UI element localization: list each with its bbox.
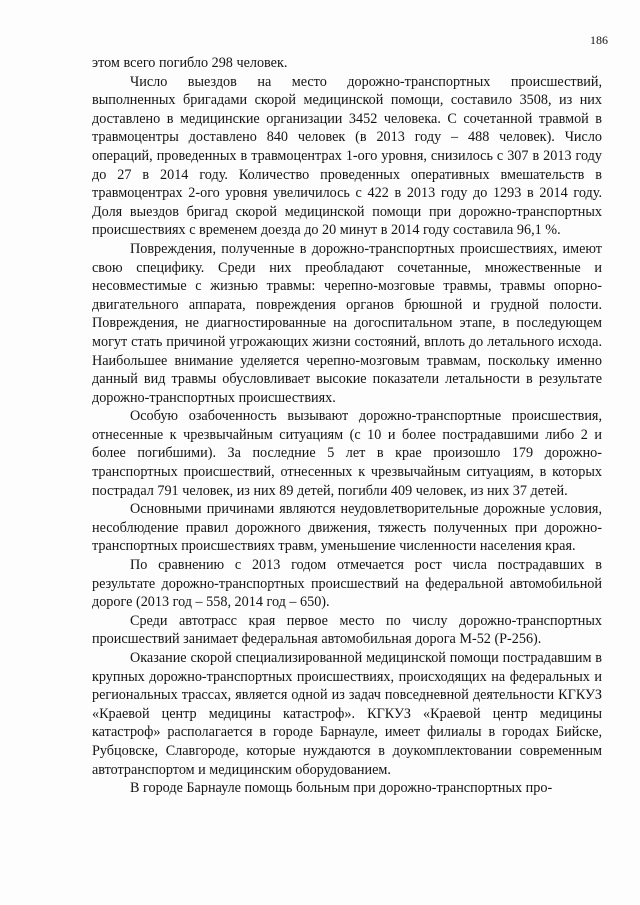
paragraph-highway-m52: Среди автотрасс края первое место по числу дорожно-транспортных происшествий занимает федеральная автомобильная дорога М-52 (Р-256). xyxy=(92,612,602,648)
paragraph-injury-specifics: Повреждения, полученные в дорожно-транспортных происшествиях, имеют свою специфику. Среди них преобладают сочетанные, множественные и несовместимые с жизнью травмы: черепно-мозговые травмы, травмы опорно-двигательного аппарата, повреждения органов брюшной и грудной полости. Повреждения, не диагностированные на догоспитальном этапе, в последующем могут стать причиной угрожающих жизни состояний, вплоть до летального исхода. Наибольшее внимание уделяется черепно-мозговым травмам, поскольку именно данный вид травмы обусловливает высокие показатели летальности в результате дорожно-транспортных происшествиях. xyxy=(92,240,602,406)
paragraph-barnaul: В городе Барнауле помощь больным при дорожно-транспортных про- xyxy=(130,780,553,797)
body-text xyxy=(92,54,602,798)
paragraph-federal-road-growth: По сравнению с 2013 годом отмечается рост числа пострадавших в результате дорожно-транспортных происшествий на федеральной автомобильной дороге (2013 год – 558, 2014 год – 650). xyxy=(92,557,602,611)
paragraph-ambulance-calls: Число выездов на место дорожно-транспортных происшествий, выполненных бригадами скорой медицинской помощи, составило 3508, из них доставлено в медицинские организации 3452 человека. С сочетанной травмой в травмоцентры доставлено 840 человек (в 2013 году – 488 человек). Число операций, проведенных в травмоцентрах 1-ого уровня, снизилось с 307 в 2013 году до 27 в 2014 году. Количество проведенных оперативных вмешательств в травмоцентрах 2-ого уровня увеличилось с 422 в 2013 году до 1293 в 2014 году. Доля выездов бригад скорой медицинской помощи при дорожно-транспортных происшествиях с временем доезда до 20 минут в 2014 году составила 96,1 %. xyxy=(92,73,602,239)
page-number: 186 xyxy=(590,33,608,47)
paragraph-disaster-medicine-center: Оказание скорой специализированной медицинской помощи пострадавшим в крупных дорожно-транспортных происшествиях, происходящих на федеральных и региональных трассах, является одной из задач повседневной деятельности КГКУЗ «Краевой центр медицины катастроф». КГКУЗ «Краевой центр медицины катастроф» располагается в городе Барнауле, имеет филиалы в городах Бийске, Рубцовске, Славгороде, которые нуждаются в доукомплектовании современным автотранспортом и медицинским оборудованием. xyxy=(92,650,602,778)
paragraph-continuation: этом всего погибло 298 человек. xyxy=(92,55,288,71)
paragraph-emergency-situations: Особую озабоченность вызывают дорожно-транспортные происшествия, отнесенные к чрезвычайным ситуациям (с 10 и более пострадавшими либо 2 и более погибшими). За последние 5 лет в крае произошло 179 дорожно-транспортных происшествий, отнесенных к чрезвычайным ситуациям, в которых пострадал 791 человек, из них 89 детей, погибли 409 человек, из них 37 детей. xyxy=(92,408,602,499)
paragraph-main-causes: Основными причинами являются неудовлетворительные дорожные условия, несоблюдение правил дорожного движения, тяжесть полученных при дорожно-транспортных происшествиях травм, уменьшение численности населения края. xyxy=(92,501,602,555)
